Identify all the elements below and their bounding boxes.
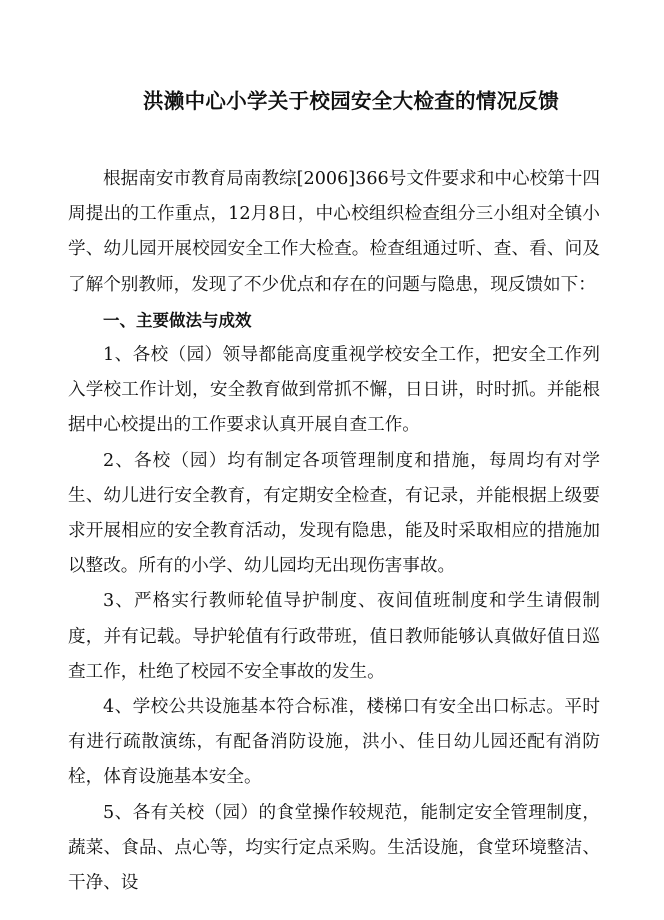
item-paragraph-1: 1、各校（园）领导都能高度重视学校安全工作，把安全工作列入学校工作计划，安全教育做到常抓不懈，日日讲，时时抓。并能根据中心校提出的工作要求认真开展自查工作。 (68, 345, 600, 436)
item-paragraph-4: 4、学校公共设施基本符合标准，楼梯口有安全出口标志。平时有进行疏散演练，有配备消防设施，洪小、佳日幼儿园还配有消防栓，体育设施基本安全。 (68, 697, 600, 788)
intro-paragraph: 根据南安市教育局南教综[2006]366号文件要求和中心校第十四周提出的工作重点，12月8日，中心校组织检查组分三小组对全镇小学、幼儿园开展校园安全工作大检查。检查组通过听、查、看、问及了解个别教师，发现了不少优点和存在的问题与隐患，现反馈如下： (68, 169, 600, 295)
document-title: 洪濑中心小学关于校园安全大检查的情况反馈 (143, 89, 559, 113)
document-body (68, 162, 600, 901)
item-paragraph-5: 5、各有关校（园）的食堂操作较规范，能制定安全管理制度，蔬菜、食品、点心等，均实行定点采购。生活设施，食堂环境整洁、干净、设 (68, 802, 600, 894)
item-paragraph-3: 3、严格实行教师轮值导护制度、夜间值班制度和学生请假制度，并有记载。导护轮值有行政带班，值日教师能够认真做好值日巡查工作，杜绝了校园不安全事故的发生。 (68, 591, 600, 682)
section-heading-main-practices: 一、主要做法与成效 (103, 310, 252, 330)
item-paragraph-2: 2、各校（园）均有制定各项管理制度和措施，每周均有对学生、幼儿进行安全教育，有定期安全检查，有记录，并能根据上级要求开展相应的安全教育活动，发现有隐患，能及时采取相应的措施加以整改。所有的小学、幼儿园均无出现伤害事故。 (68, 450, 600, 577)
